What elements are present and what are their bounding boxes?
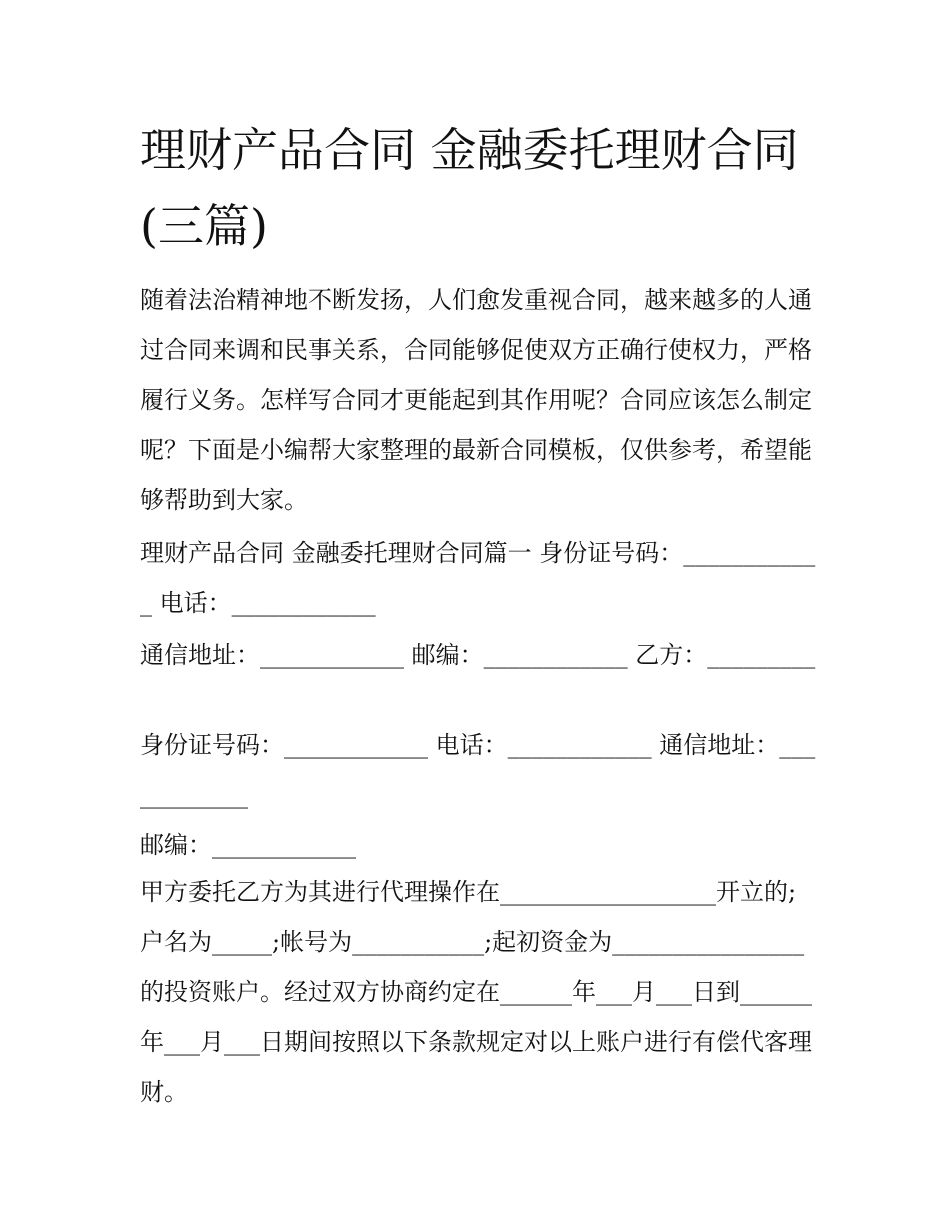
intro-paragraph: 随着法治精神地不断发扬，人们愈发重视合同，越来越多的人通过合同来调和民事关系，合同能够促使双方正确行使权力，严格履行义务。怎样写合同才更能起到其作用呢？合同应该怎么制定呢？下面是小编帮大家整理的最新合同模板，仅供参考，希望能够帮助到大家。: [140, 286, 812, 514]
document-title: 理财产品合同 金融委托理财合同(三篇): [140, 123, 799, 253]
party-b-postcode: 邮编：____________: [140, 831, 356, 859]
party-a-address-postcode: 通信地址：____________ 邮编：____________ 乙方：_________: [140, 641, 816, 669]
party-b-id-phone-address: 身份证号码：____________ 电话：____________ 通信地址：____________: [140, 731, 816, 809]
party-a-id-phone: 理财产品合同 金融委托理财合同篇一 身份证号码：____________ 电话：____________: [140, 539, 816, 617]
entrustment-clause: 甲方委托乙方为其进行代理操作在__________________开立的;户名为_____;帐号为___________;起初资金为________________的投资账户。经过双方协商约定在______年___月___日到______年___月___日期间按照以下条款规定对以上账户进行有偿代客理财。: [140, 878, 812, 1106]
